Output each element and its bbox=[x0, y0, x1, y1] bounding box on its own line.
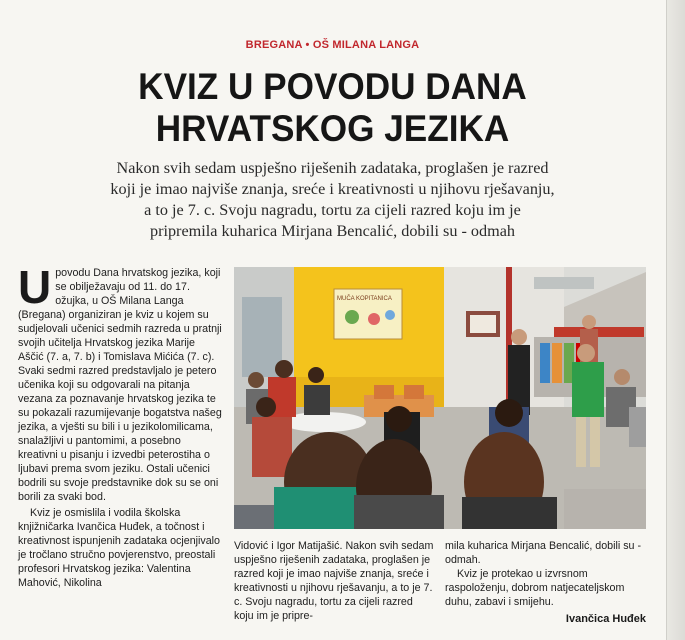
section-kicker: BREGANA • OŠ MILANA LANGA bbox=[245, 39, 420, 51]
author-byline: Ivančica Huđek bbox=[565, 613, 646, 625]
poster-text: MUČA KOPITANICA bbox=[337, 296, 392, 302]
body-paragraph: mila kuharica Mirjana Bencalić, dobili su - odmah. bbox=[445, 540, 642, 566]
headline-line-2: HRVATSKOG JEZIKA bbox=[155, 108, 510, 149]
paragraph-text: povodu Dana hrvatskog jezika, koji se obilježavaju od 11. do 17. ožujka, u OŠ Milana Langa (Bregana) organiziran je kviz u kojem su sudjelovali učenici sedmih razreda u pratnji svojih učitelja Hrvatskog jezika Marije Aščić (7. a, 7. b) i Tomislava Mićića (7. c). Svaki sedmi razred predstavljalo je petero učenika koji su odgovarali na pitanja vezana za poznavanje hrvatskog jezika te su pokazali razumijevanje bogatstva našeg jezika, a vješti su bili i u jezikolomilicama, snalažljivi u pantomimi, a posebno kreativni u pisanju i izvedbi peterostiha o ljubavi prema svom jeziku. Ostali učenici bodrili su svoje predstavnike dok su se oni borili za svaki bod. bbox=[18, 267, 222, 503]
article-lead: Nakon svih sedam uspješno riješenih zadataka, proglašen je razred koji je imao najviše znanja, sreće i kreativnosti u njihovu rješavanju, a to je 7. c. Svoju nagradu, tortu za cijeli razred koju im je pripremila kuharica Mirjana Bencalić, dobili su - odmah bbox=[110, 159, 555, 240]
body-paragraph: Kviz je osmislila i vodila školska knjižničarka Ivančica Huđek, a točnost i kreativnost ispunjenih zadataka ocjenjivalo je tročlano stručno povjerenstvo, preostali profesori Hrvatskog jezika: Valentina Mahović, Nikolina bbox=[18, 507, 220, 589]
headline-line-1: KVIZ U POVODU DANA bbox=[138, 66, 527, 107]
page-edge bbox=[666, 0, 685, 640]
body-paragraph: Vidović i Igor Matijašić. Nakon svih sedam uspješno riješenih zadataka, proglašen je razred koji je imao najviše znanja, sreće i kreativnosti u njihovu rješavanju, a to je 7. c. Svoju nagradu, tortu za cijeli razred koju im je pripre- bbox=[234, 540, 434, 622]
body-paragraph: Kviz je protekao u izvrsnom raspoloženju, dobrom natjecateljskom duhu, zabavi i smijehu. bbox=[445, 568, 625, 608]
article-photo bbox=[234, 267, 646, 529]
drop-cap: U bbox=[18, 261, 52, 313]
body-column-1 bbox=[18, 261, 222, 590]
body-column-2 bbox=[234, 539, 434, 623]
body-paragraph bbox=[18, 261, 222, 504]
body-column-3 bbox=[445, 539, 645, 609]
article-headline bbox=[17, 66, 649, 150]
